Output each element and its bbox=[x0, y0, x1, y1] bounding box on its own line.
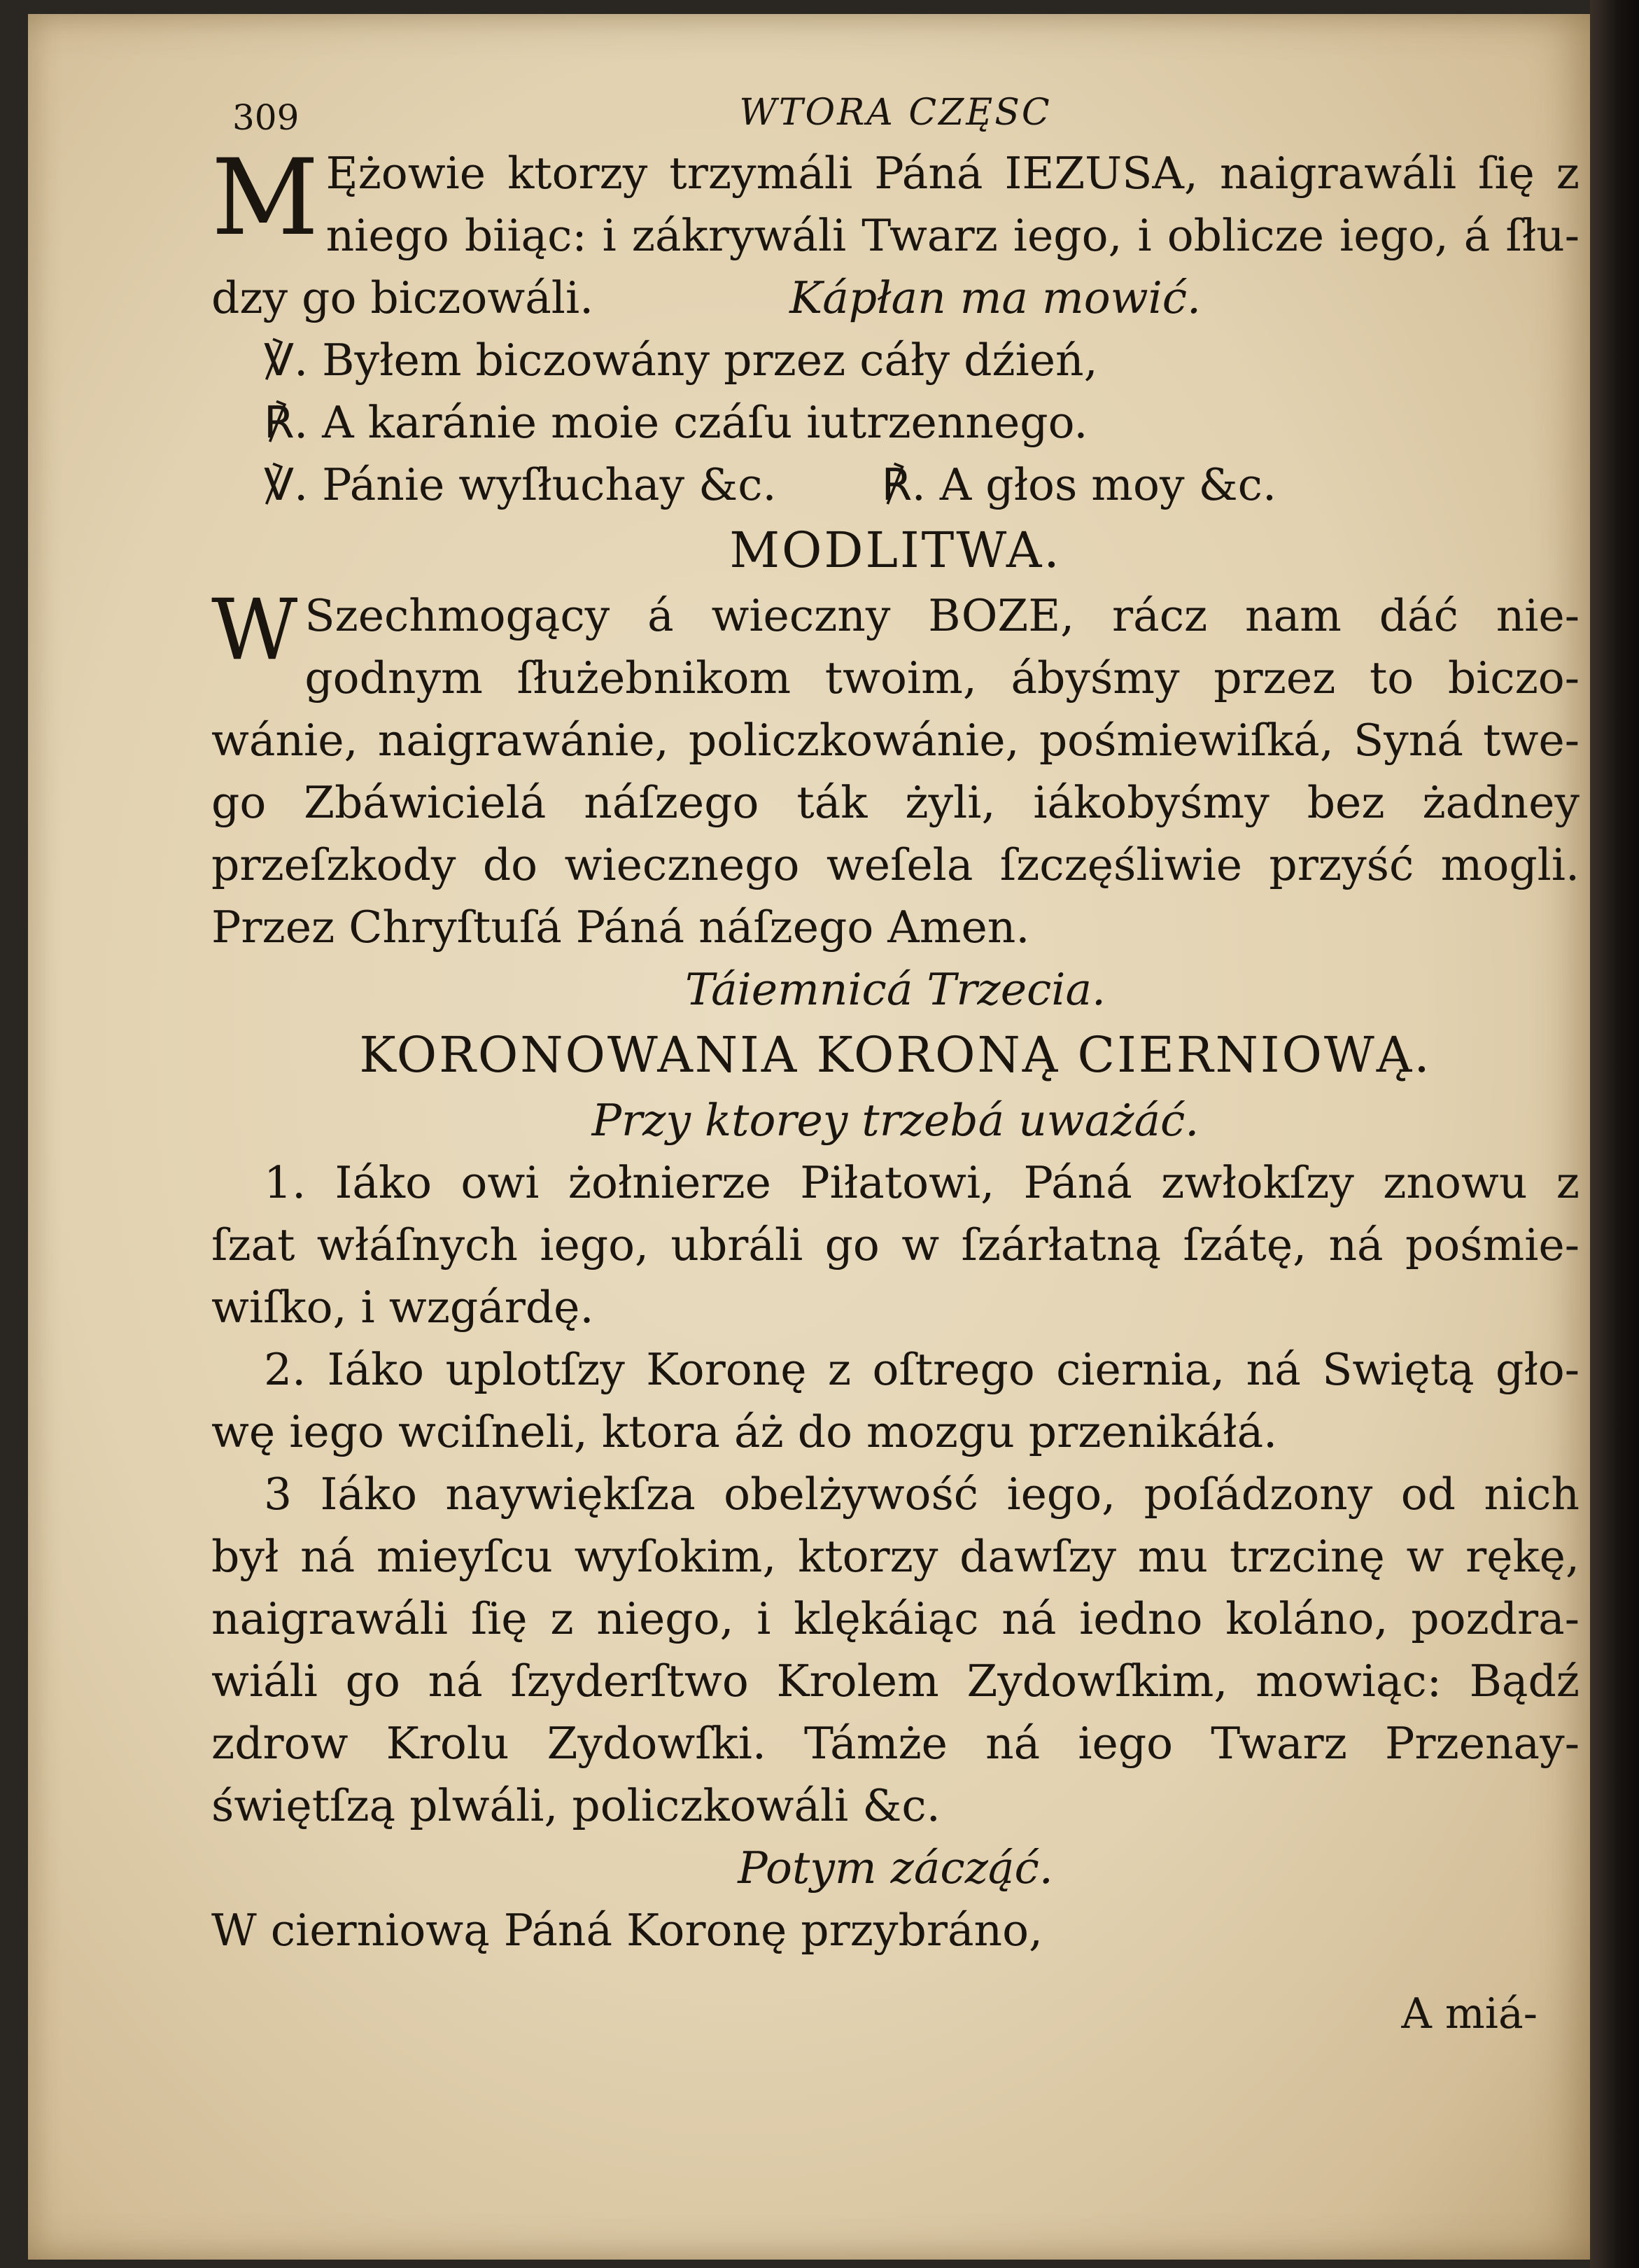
point-line: wiáli go ná ſzyderſtwo Krolem Zydowſkim, mowiąc: Bądź bbox=[211, 1656, 1580, 1707]
point-line: wę iego wciſneli, ktora áż do mozgu przenikáłá. bbox=[211, 1406, 1278, 1457]
text-line bbox=[211, 267, 1580, 329]
book-page bbox=[28, 14, 1604, 2260]
opening-paragraph bbox=[211, 137, 1580, 267]
running-head: WTORA CZĘSC bbox=[739, 92, 1052, 134]
drop-cap: W bbox=[211, 582, 298, 679]
point-line: zdrow Krolu Zydowſki. Támże ná iego Twarz Przenay- bbox=[211, 1718, 1580, 1769]
point-line: świętſzą plwáli, policzkowáli &c. bbox=[211, 1780, 941, 1831]
point-line: ſzat włáſnych iego, ubráli go w ſzárłatną ſzátę, ná pośmie- bbox=[211, 1219, 1580, 1270]
point-line: był ná mieyſcu wyſokim, ktorzy dawſzy mu trzcinę w rękę, bbox=[211, 1531, 1580, 1582]
book-gutter bbox=[1590, 0, 1639, 2268]
text-line: niego biiąc: i zákrywáli Twarz iego, i oblicze iego, á ſłu- bbox=[325, 210, 1580, 261]
text-line: go Zbáwicielá náſzego ták żyli, iákobyśmy bez żadney bbox=[211, 777, 1580, 828]
catchword: A miá- bbox=[1401, 1989, 1538, 2038]
drop-cap: M bbox=[211, 137, 319, 259]
text-line: wánie, naigrawánie, policzkowánie, pośmiewiſká, Syná twe- bbox=[211, 715, 1580, 766]
point-line: 2. Iáko uplotſzy Koronę z oſtrego ciernia, ná Swiętą gło- bbox=[264, 1344, 1580, 1395]
rubric-cue: Potym záczą́ć. bbox=[738, 1842, 1053, 1893]
page-text bbox=[211, 88, 1580, 2045]
mystery-title: Táiemnicá Trzecia. bbox=[684, 964, 1106, 1015]
versicle-line bbox=[211, 454, 1580, 516]
page-header bbox=[211, 88, 1580, 142]
point-line: naigrawáli ſię z niego, i klękáiąc ná iedno koláno, pozdra- bbox=[211, 1593, 1580, 1644]
response: ℟. A karánie moie czáſu iutrzennego. bbox=[264, 397, 1088, 448]
text-line: przeſzkody do wiecznego weſela ſzczęśliwie przyść mogli. bbox=[211, 839, 1580, 890]
point-line: 1. Iáko owi żołnierze Piłatowi, Páná zwłokſzy znowu z bbox=[264, 1157, 1580, 1208]
text-line: Ężowie ktorzy trzymáli Páná IEZUSA, naigrawáli ſię z bbox=[325, 148, 1580, 199]
text-line: godnym ſłużebnikom twoim, ábyśmy przez to biczo- bbox=[304, 652, 1580, 704]
prayer-heading: MODLITWA. bbox=[729, 522, 1062, 579]
rubric-cue: Kápłan ma mowić. bbox=[789, 272, 1202, 323]
point-line: wiſko, i wzgárdę. bbox=[211, 1282, 594, 1333]
text-line: Szechmogący á wieczny BOZE, rácz nam dáć nie- bbox=[304, 590, 1580, 641]
text-line: Przez Chryſtuſá Páná náſzego Amen. bbox=[211, 902, 1030, 953]
point-line: 3 Iáko naywiękſza obelżywość iego, poſádzony od nich bbox=[264, 1469, 1580, 1520]
prayer-paragraph bbox=[211, 584, 1580, 709]
versicle: ℣. Pánie wyſłuchay &c. bbox=[264, 459, 777, 510]
page-number: 309 bbox=[232, 97, 300, 138]
mystery-subtitle: Przy ktorey trzebá uważáć. bbox=[591, 1095, 1200, 1146]
response: ℟. A głos moy &c. bbox=[881, 459, 1276, 510]
versicle: ℣. Byłem biczowány przez cáły dźień, bbox=[264, 335, 1098, 386]
mystery-name: KORONOWANIA KORONĄ CIERNIOWĄ. bbox=[359, 1026, 1432, 1084]
hymn-verse: W cierniową Páná Koronę przybráno, bbox=[211, 1905, 1043, 1956]
text-fragment: dzy go biczowáli. bbox=[211, 272, 594, 323]
